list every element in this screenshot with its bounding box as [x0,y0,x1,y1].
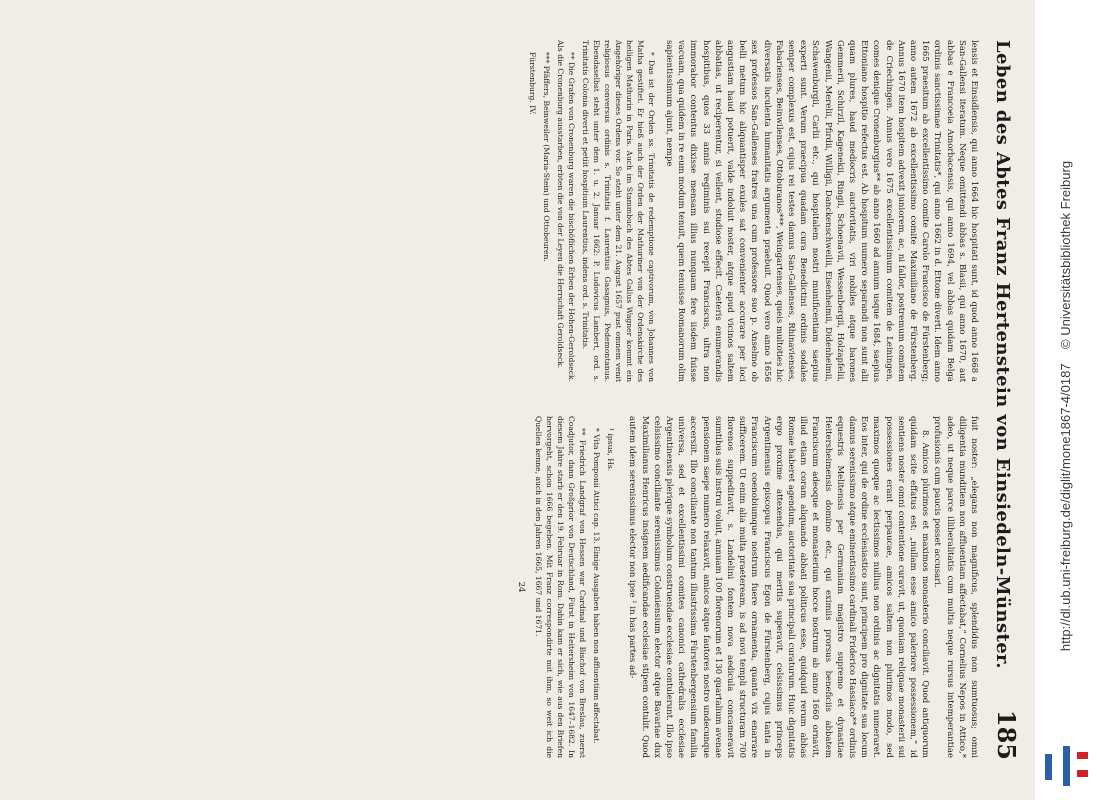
left-column [524,40,980,382]
footnote: ** Die Grafen von Cronenburg waren die bischöflichen Erben der Hohen-Geroldseck. Als die Cronenburg ausstarben, erbten die von der Leyen die Herrschaft Geroldseck. [555,40,576,382]
footnote: *** Pfäffers, Beinweiler (Maria-Stein) und Ottobeuren. [541,52,551,262]
logo-red-bar [1077,770,1088,777]
running-head [992,40,1026,760]
footnote: * Das ist der Orden ss. Trinitatis de redemptione captivorum, von Johannes von Matha gestiftet. Er hieß auch der Orden der Mathuriner von der Ordenskirche des heiligen Mathurin in Paris. Auch im Stammbuch des Abtes Gallus Wagner kommt ein Angehöriger dieses Ordens vor. So steht unter dem 21. August 1657 pust omnem venit religiosus conversus ordinis s. Trinitatis f. Laurentius Gasagnus, Pedemontanus. Ebendaselbst steht unter dem 1. u. 2. Januar 1662: P. Ludovicus Lambert, ord. s. Trinitatis Colonia diverti et petiit hospitium Laurentius, indens ord. s. Trinitatis. [580,40,656,382]
right-column [515,416,980,758]
footnote: ¹ ipsus, Hs. [606,428,616,472]
library-sidebar [1035,0,1097,800]
right-footnotes [533,416,616,758]
logo-blue-bar [1063,746,1070,786]
copyright-notice: © Universitätsbibliothek Freiburg [1058,160,1073,349]
right-paragraph: 8. Amicos plurimos et maximos monasterio conciliavit. Quod antiquorum quidam scite effatus est: „nullam esse amico paleriore possessionem,“ id sentiens noster omni contentione curavit, ut, quoniam reliquae monasterii sui possessiones erant perpaucae, amicos saltem non plurimos modo, sed maximos quoque ac lectissimos nullius non ordinis ac dignitatis numeraret. Eos inter, qui de ordine ecclesiastico sunt, principem pro dignitate sua locum damus serenissimo atque eminentissimo cardinali Friderico Hassiaco** ordinis equestris Melitensis per Germaniam magistro supremo et dynastiae Heitersheimensis domino etc., qui eximiis prorsus beneficiis abbatem Franciscum adeoque et monasterium hocce nostrum ab anno 1660 ornavit, illud etiam coram aliquando abbati politicus esse, quidquid rerum abbas Romae haberet agendum, auctoritate sua principali curaturum. Huic dignitatis ergo proxime attexendus, qui meritis superavit, celsissimus princeps Argentinensis episcopus Franciscus Egon de Fürstenberg, cujus tanta in Franciscum coenobiumque nostrum fuere ornamenta, quanta vix enarrare sufficerem. Ut enim alia multa praeteream, is ad novi templi structuram 700 florenos suppeditavit, s. Landelini fontem nova aedicula concameravit sumtibus suis instrui voluit, annuam 100 florenorum et 130 quartalium avenae pensionem saepe numero relaxavit, amicos atque fautores nostro undecunque accersiit. Illo conciliante non tantum illustrissima Fürstenbergensium familia universa, sed et excellentissimi comites canonici cathedralis ecclesiae Argentinensis plerique symbolum construendae ecclesiae contulerunt. Illo ipso celsissimo conciliante serenissimus Coloniensium elector atque Bavariae dux Maximilianus Henricus insignem aedificandae ecclesiae stipem contulit. Quod autem idem serenissimus elector non ipse ¹ in has partes ad- [627,416,931,758]
footnote: ** Friedrich Landgraf von Hessen war Cardinal und Bischof von Breslau, zuerst Coadjutor, dann Großprior von Deutschland, Fürst in Heitersheim von 1647–1682. In diesem Jahre starb er den 19. Februar in Rom. Dahin kam er sich, wie aus den Briefen hervorgeht, schon 1666 begeben. Mit Franz correspondirte mit ihm, so weit ich die Quellen kenne, auch in den Jahren 1665, 1667 und 1671. [534,416,588,758]
signature-mark: 24 [516,581,527,593]
ub-freiburg-logo-icon [1041,744,1091,788]
logo-red-bar [1077,752,1088,759]
right-paragraph: fuit noster: „elegans non magnificus, splendidus non sumtuosus; omni diligentia munditiem non affluentiam affectabat,“ Cornelius Nepos in Attico,* adeo, ut neque parce illiberalitatis cum multis neque rursus intemperantiae profusionis cum paucis posset accusari. [932,416,979,758]
logo-blue-bar [1045,754,1052,780]
running-head-title: Leben des Abtes Franz Hertenstein von Einsiedeln-Münster. [992,40,1013,669]
page-number: 185 [992,709,1021,760]
footnote-sigil: Fürstenburg. IV. [527,52,537,115]
page-content [2,20,1032,780]
sidebar-text [1057,0,1075,800]
left-footnotes [527,40,657,382]
permalink-url[interactable]: http://dl.ub.uni-freiburg.de/diglit/mone1867-4/0187 [1058,363,1073,652]
left-paragraph: lensis et Einsidlensis, qui anno 1664 hic hospitati sunt, id quod anno 1668 a San-Gallensi iteratum. Neque omittendi abbas s. Blasii, qui anno 1670, aut abbas e Francoeia Amorbacensis, qui anno 1694, vel abbas quidam Belga ordinis sanctissimae Trinitatis*, qui anno 1662 in d. Ettone diverti. Idem anno 1665 praesitum ab excellentissimo comite Carolo Francisco de Fürstenberg; anno autem 1672 ab excellentissimo comite Maximiliano de Fürstenberg. Annus 1670 item hospitem advexit juniorem, ac, ni fallor, postremum comitem de Criechingen. Annus vero 1675 excellentissimum comitem de Leiningen, comes denique Cronenburgius** ab anno 1660 ad annum usque 1684, saepius Ettoniano hospitio refectus est. Ab hospitum numero separandi non sunt alii quam plures, haud mediocris auctoritatis, viri nobiles atque barones Gemmerii, Schirzil, Kagenekii, Ringii, Schoenavii, Wessenbergii, Holzapfelii, Wangenii, Merelii, Pfirdii, Willigii, Danckenschweilii, Eisenheimii, Didenheimii, Schawenburgii, Carlii etc., qui hospitalem nostri munificentiam saepius experti sunt. Verum praecipua quadam cura Benedictini ordinis sodales semper complexus est, cujus rei testes damus San-Gallenses, Rhinavienses, Fabarienses, Beinwilenses, Ottoburanos***, Weingartenses, queis multoties hic diversatis luculenta humanitatis argumenta praebuit. Quod vero anno 1656 sex professos San-Gallenses fratres una cum professore suo p. Anselmo ob belli metum hic aliquantisper exules sat convenienter accurare per loci angustiam haud potuerit, valde indoluit noster, atque apud vicinos saltem abbatias, ut reciperentur, si vellent, studiose effecit. Caeteris enumerandis hospitibus, quos 33 annis regiminis sui recepit Franciscus, ultra non immorabor contentus dixisse mensam illius nunquam fere iisdem fuisse vacuam, qua quidem in re eum modum tenuit, quem tenuisse Romanorum olim sapientissimum ajunt, nempe [663,40,979,382]
footnote: * Vita Pomponii Attici cap. 13. Einige Ausgaben haben non affluentiam affectabat. [592,428,602,744]
